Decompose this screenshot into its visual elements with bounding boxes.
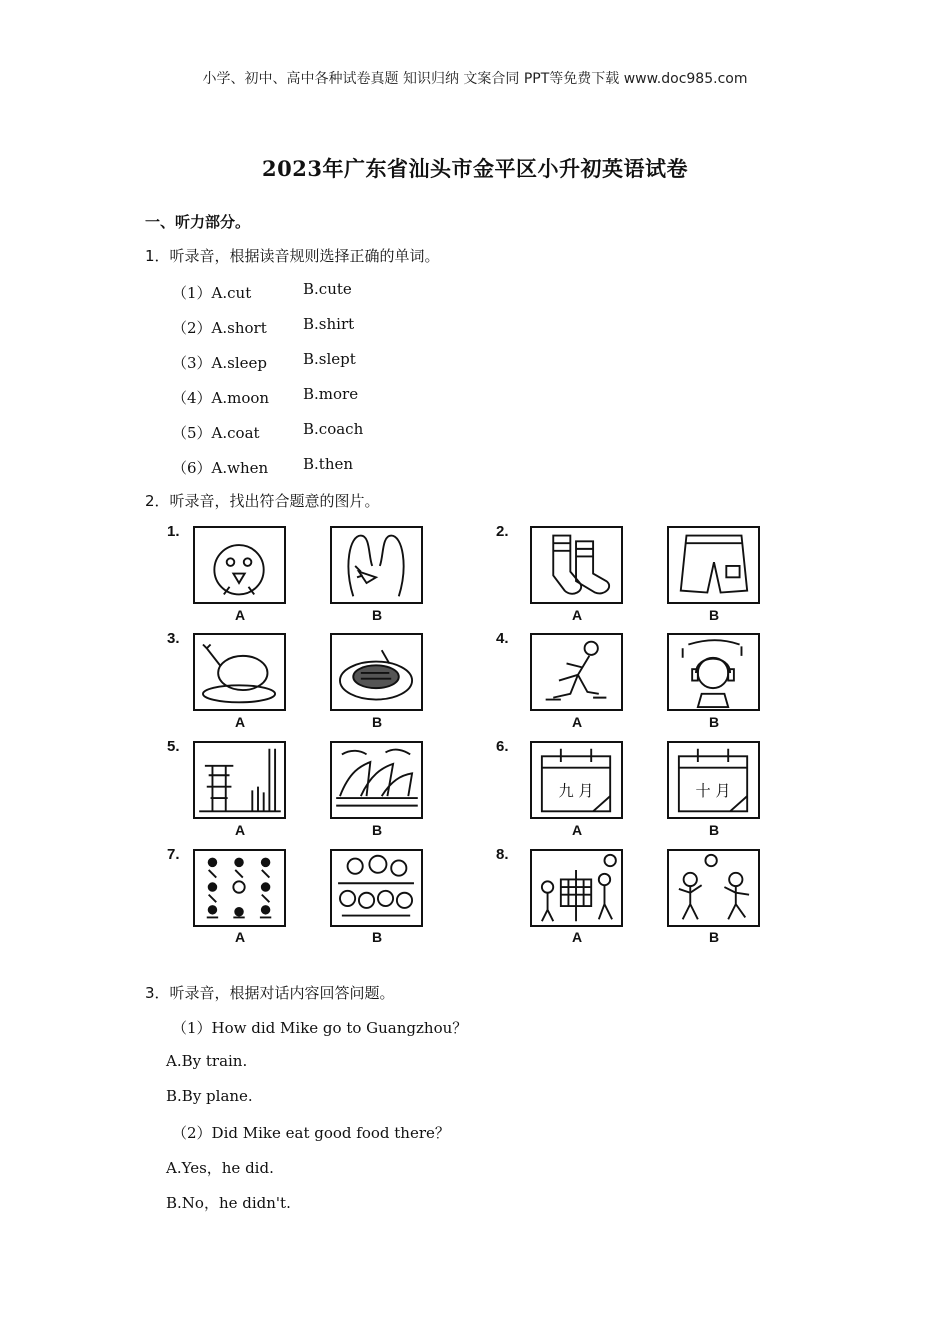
pic-label-5b: B: [371, 822, 383, 838]
pic-number-4: 4.: [496, 630, 509, 647]
pic-label-7b: B: [371, 929, 383, 945]
pic-label-3b: B: [371, 714, 383, 730]
q1-2-option-a: （2）A.short: [172, 319, 267, 337]
pic-label-6b: B: [708, 822, 720, 838]
pic-number-5: 5.: [167, 738, 180, 755]
pic-number-3: 3.: [167, 630, 180, 647]
pic-number-1: 1.: [167, 523, 180, 540]
pic-label-4a: A: [571, 714, 583, 730]
q3-2-question: （2）Did Mike eat good food there？: [172, 1124, 450, 1142]
q3-prompt: 3．听录音，根据对话内容回答问题。: [145, 984, 395, 1002]
pic-2a-socks: [530, 526, 623, 604]
pic-4b-listening-music: [667, 633, 760, 711]
pic-number-8: 8.: [496, 846, 509, 863]
pic-label-4b: B: [708, 714, 720, 730]
q1-6-option-a: （6）A.when: [172, 459, 269, 477]
q3-2-option-b: B.No，he didn't.: [166, 1194, 291, 1212]
q3-2-option-a: A.Yes，he did.: [166, 1159, 274, 1177]
pic-label-3a: A: [234, 714, 246, 730]
pic-6b-calendar-october: [667, 741, 760, 819]
pic-8b-kids-playing-ball: [667, 849, 760, 927]
pic-7b-festival-lanterns: [330, 849, 423, 927]
pic-label-6a: A: [571, 822, 583, 838]
q1-5-option-b: B.coach: [303, 420, 364, 438]
pic-number-6: 6.: [496, 738, 509, 755]
pic-3b-steak: [330, 633, 423, 711]
q1-2-option-b: B.shirt: [303, 315, 355, 333]
pic-label-2b: B: [708, 607, 720, 623]
pic-5b-opera-house: [330, 741, 423, 819]
pic-label-2a: A: [571, 607, 583, 623]
pic-label-7a: A: [234, 929, 246, 945]
q1-6-option-b: B.then: [303, 455, 354, 473]
pic-label-8b: B: [708, 929, 720, 945]
pic-1b-rabbit: [330, 526, 423, 604]
q1-3-option-a: （3）A.sleep: [172, 354, 267, 372]
calendar-b-label: 十 月: [695, 782, 731, 801]
section-listening: 一、听力部分。: [145, 213, 251, 231]
pic-5a-pagoda: [193, 741, 286, 819]
q3-1-question: （1）How did Mike go to Guangzhou？: [172, 1019, 468, 1037]
pic-4a-skating: [530, 633, 623, 711]
pic-8a-badminton: [530, 849, 623, 927]
pic-2b-shorts: [667, 526, 760, 604]
q3-1-option-b: B.By plane.: [166, 1087, 253, 1105]
q1-5-option-a: （5）A.coat: [172, 424, 260, 442]
exam-title: 2023年广东省汕头市金平区小升初英语试卷: [262, 156, 688, 181]
pic-6a-calendar-september: [530, 741, 623, 819]
page-header: 小学、初中、高中各种试卷真题 知识归纳 文案合同 PPT等免费下载 www.doc985.com: [202, 71, 748, 87]
pic-3a-roast-chicken: [193, 633, 286, 711]
q1-3-option-b: B.slept: [303, 350, 356, 368]
q3-1-option-a: A.By train.: [166, 1052, 248, 1070]
pic-label-5a: A: [234, 822, 246, 838]
q1-prompt: 1．听录音，根据读音规则选择正确的单词。: [145, 247, 440, 265]
q1-4-option-b: B.more: [303, 385, 359, 403]
q1-1-option-a: （1）A.cut: [172, 284, 252, 302]
pic-label-1a: A: [234, 607, 246, 623]
pic-label-8a: A: [571, 929, 583, 945]
calendar-a-label: 九 月: [558, 782, 594, 801]
pic-7a-sports-icons: [193, 849, 286, 927]
pic-1a-chick: [193, 526, 286, 604]
pic-label-1b: B: [371, 607, 383, 623]
pic-number-2: 2.: [496, 523, 509, 540]
q1-1-option-b: B.cute: [303, 280, 352, 298]
q1-4-option-a: （4）A.moon: [172, 389, 270, 407]
pic-number-7: 7.: [167, 846, 180, 863]
q2-prompt: 2．听录音，找出符合题意的图片。: [145, 492, 380, 510]
